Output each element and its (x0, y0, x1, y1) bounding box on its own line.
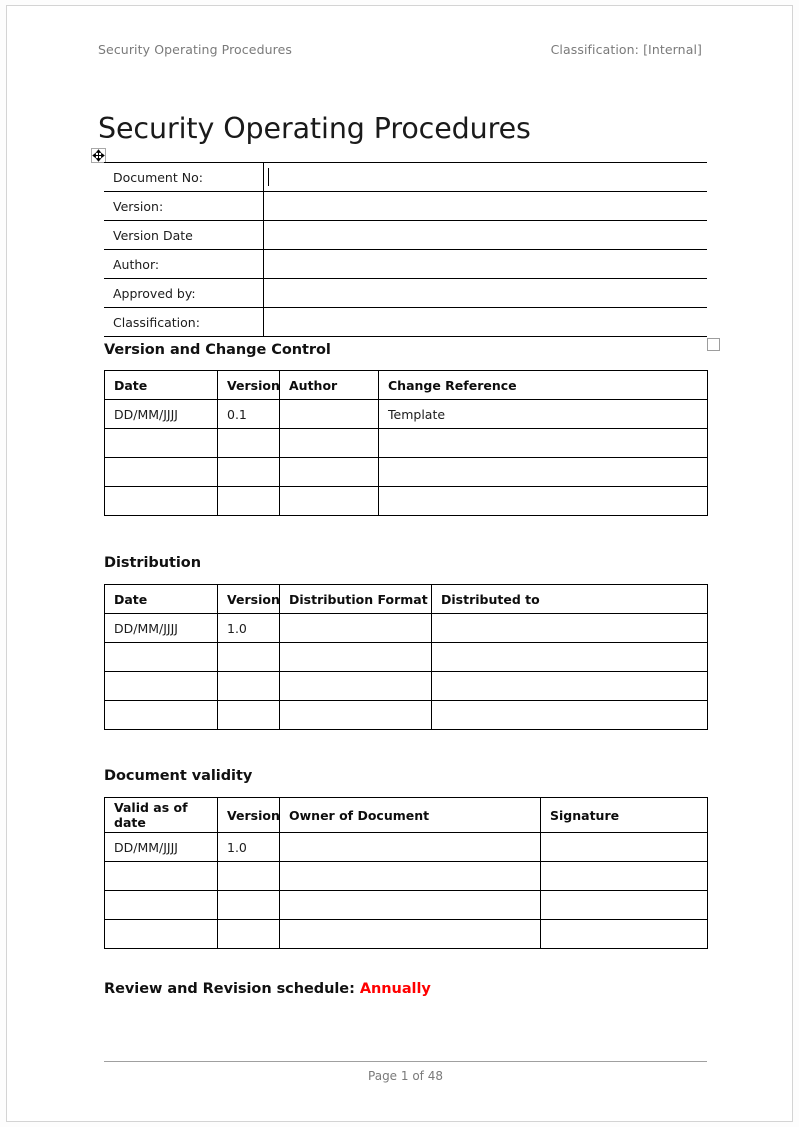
cell-version[interactable] (218, 701, 280, 730)
table-move-handle-icon[interactable] (91, 148, 106, 163)
cell-author[interactable] (280, 400, 379, 429)
table-header-row (105, 585, 708, 614)
cell-version[interactable]: 1.0 (218, 614, 280, 643)
meta-value-classification[interactable] (263, 308, 707, 337)
table-resize-handle-icon[interactable] (707, 338, 720, 351)
cell-distributed-to[interactable] (432, 614, 708, 643)
column-header-owner-of-document: Owner of Document (280, 798, 541, 833)
page-title: Security Operating Procedures (98, 112, 531, 145)
table-row[interactable] (104, 192, 707, 221)
cell-change-reference[interactable] (379, 487, 708, 516)
meta-value-version-date[interactable] (263, 221, 707, 250)
cell-distributed-to[interactable] (432, 643, 708, 672)
table-row[interactable] (105, 643, 708, 672)
table-row[interactable] (105, 862, 708, 891)
distribution-table[interactable] (104, 584, 708, 730)
cell-valid-as-of-date[interactable] (105, 862, 218, 891)
column-header-author: Author (280, 371, 379, 400)
cell-author[interactable] (280, 429, 379, 458)
column-header-version: Version (218, 798, 280, 833)
table-row[interactable] (104, 308, 707, 337)
table-row[interactable] (104, 250, 707, 279)
table-header-row (105, 371, 708, 400)
cell-version[interactable] (218, 429, 280, 458)
cell-date[interactable] (105, 672, 218, 701)
cell-distribution-format[interactable] (280, 672, 432, 701)
cell-change-reference[interactable] (379, 458, 708, 487)
header-left-text: Security Operating Procedures (98, 42, 292, 57)
meta-label-approved-by: Approved by: (104, 279, 263, 308)
review-schedule-value: Annually (359, 981, 431, 997)
review-schedule-label: Review and Revision schedule: (104, 981, 360, 997)
heading-distribution: Distribution (104, 555, 201, 571)
column-header-signature: Signature (541, 798, 708, 833)
cell-owner-of-document[interactable] (280, 891, 541, 920)
column-header-date: Date (105, 371, 218, 400)
meta-value-author[interactable] (263, 250, 707, 279)
meta-label-classification: Classification: (104, 308, 263, 337)
column-header-date: Date (105, 585, 218, 614)
page-footer (104, 1061, 707, 1083)
document-page (6, 5, 793, 1122)
meta-value-version[interactable] (263, 192, 707, 221)
cell-owner-of-document[interactable] (280, 920, 541, 949)
heading-document-validity: Document validity (104, 768, 253, 784)
cell-date[interactable] (105, 487, 218, 516)
cell-version[interactable] (218, 920, 280, 949)
column-header-distribution-format: Distribution Format (280, 585, 432, 614)
table-row[interactable] (105, 920, 708, 949)
table-row[interactable] (104, 279, 707, 308)
cell-signature[interactable] (541, 891, 708, 920)
column-header-distributed-to: Distributed to (432, 585, 708, 614)
version-and-change-control-table[interactable] (104, 370, 708, 516)
meta-label-author: Author: (104, 250, 263, 279)
cell-date[interactable] (105, 458, 218, 487)
cell-owner-of-document[interactable] (280, 833, 541, 862)
header-classification-text: Classification: [Internal] (550, 42, 702, 57)
column-header-version: Version (218, 585, 280, 614)
cell-distribution-format[interactable] (280, 614, 432, 643)
meta-value-approved-by[interactable] (263, 279, 707, 308)
table-row[interactable] (105, 400, 708, 429)
cell-valid-as-of-date[interactable]: DD/MM/JJJJ (105, 833, 218, 862)
cell-signature[interactable] (541, 862, 708, 891)
table-row[interactable] (104, 221, 707, 250)
table-row[interactable] (105, 701, 708, 730)
cell-date[interactable]: DD/MM/JJJJ (105, 614, 218, 643)
table-row[interactable] (105, 672, 708, 701)
table-row[interactable] (104, 163, 707, 192)
review-and-revision-schedule (104, 981, 431, 997)
cell-signature[interactable] (541, 920, 708, 949)
text-caret (268, 168, 269, 186)
table-row[interactable] (105, 833, 708, 862)
table-row[interactable] (105, 614, 708, 643)
cell-date[interactable] (105, 429, 218, 458)
table-row[interactable] (105, 487, 708, 516)
cell-version[interactable] (218, 891, 280, 920)
cell-date[interactable] (105, 643, 218, 672)
meta-value-document-no[interactable] (263, 163, 707, 192)
column-header-change-reference: Change Reference (379, 371, 708, 400)
cell-version[interactable]: 1.0 (218, 833, 280, 862)
heading-version-and-change-control: Version and Change Control (104, 342, 331, 358)
cell-distributed-to[interactable] (432, 701, 708, 730)
cell-version[interactable] (218, 487, 280, 516)
cell-valid-as-of-date[interactable] (105, 891, 218, 920)
column-header-version: Version (218, 371, 280, 400)
running-header (98, 42, 702, 57)
cell-distribution-format[interactable] (280, 643, 432, 672)
cell-date[interactable] (105, 701, 218, 730)
cell-author[interactable] (280, 458, 379, 487)
meta-label-version-date: Version Date (104, 221, 263, 250)
document-metadata-table[interactable] (104, 162, 707, 337)
cell-version[interactable] (218, 643, 280, 672)
cell-author[interactable] (280, 487, 379, 516)
cell-distributed-to[interactable] (432, 672, 708, 701)
table-row[interactable] (105, 429, 708, 458)
table-header-row (105, 798, 708, 833)
cell-change-reference[interactable]: Template (379, 400, 708, 429)
table-row[interactable] (105, 458, 708, 487)
cell-version[interactable]: 0.1 (218, 400, 280, 429)
cell-version[interactable] (218, 672, 280, 701)
cell-change-reference[interactable] (379, 429, 708, 458)
page-number-text: Page 1 of 48 (368, 1069, 443, 1083)
cell-valid-as-of-date[interactable] (105, 920, 218, 949)
cell-owner-of-document[interactable] (280, 862, 541, 891)
cell-distribution-format[interactable] (280, 701, 432, 730)
table-row[interactable] (105, 891, 708, 920)
cell-version[interactable] (218, 862, 280, 891)
document-validity-table[interactable] (104, 797, 708, 949)
cell-date[interactable]: DD/MM/JJJJ (105, 400, 218, 429)
cell-version[interactable] (218, 458, 280, 487)
column-header-valid-as-of-date: Valid as of date (105, 798, 218, 833)
cell-signature[interactable] (541, 833, 708, 862)
meta-label-document-no: Document No: (104, 163, 263, 192)
meta-label-version: Version: (104, 192, 263, 221)
